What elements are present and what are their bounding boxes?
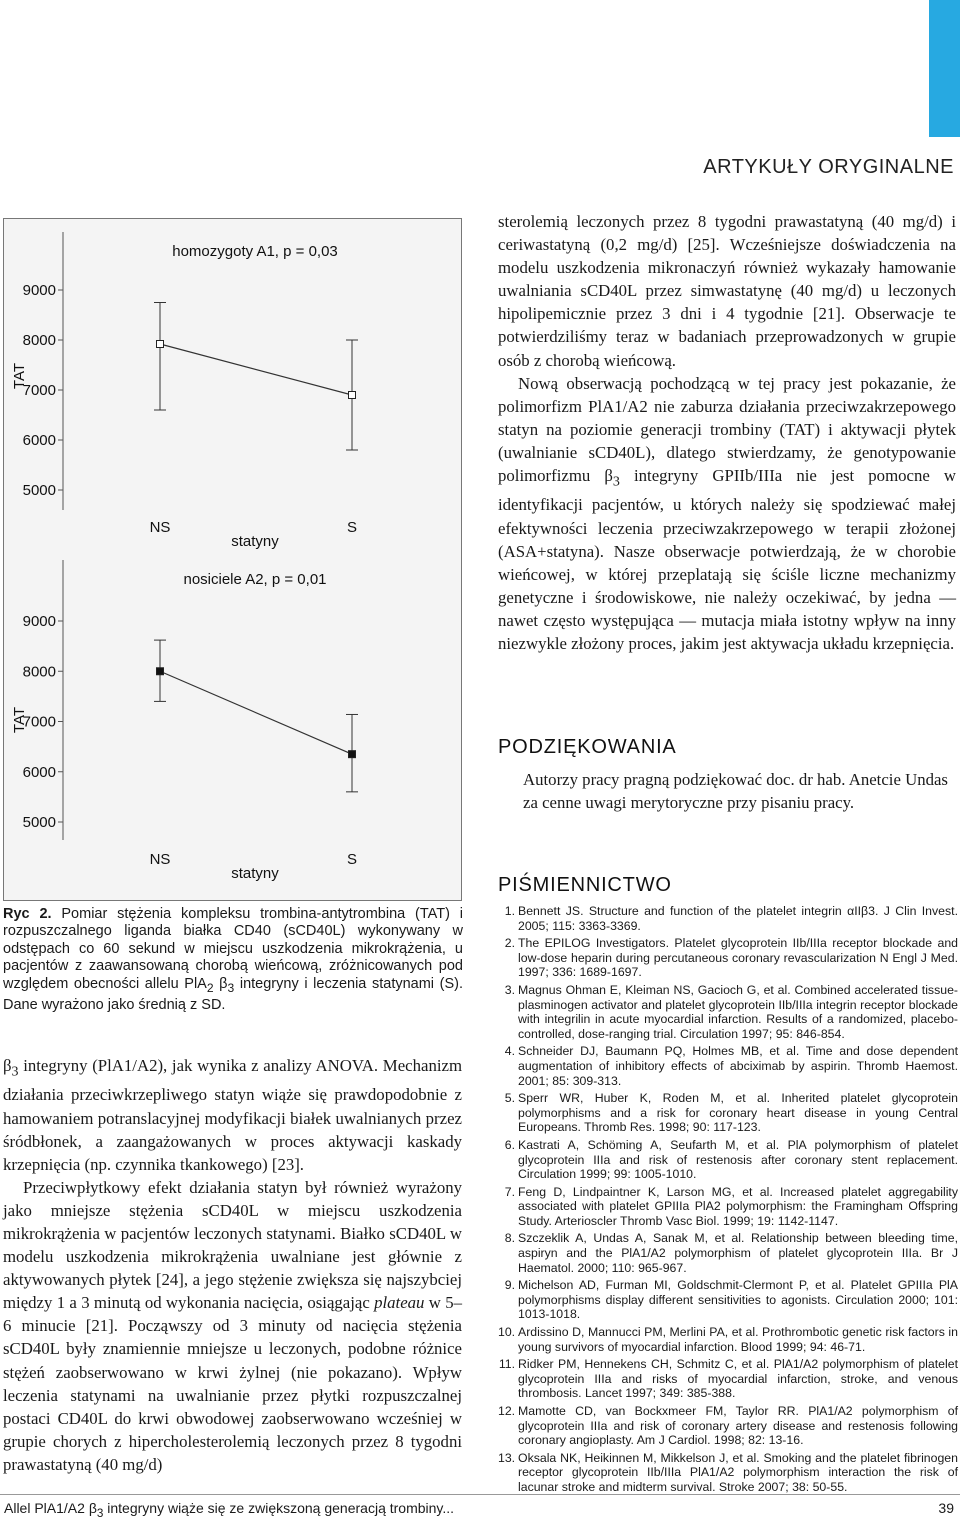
figure-caption: Ryc 2. Pomiar stężenia kompleksu trombina-antytrombina (TAT) i rozpuszczalnego liganda białka CD40 (sCD40L) wykonywany w odstępach co 60 sekund w miejscu uszkodzenia mikrokrążenia, u pacjentów z zaawansowaną chorobą wieńcową, zróżnicowanych pod względem obecności allelu PlA$_2$ $\beta_3$ integryny i leczenia statynami (S). Dane wyrażono jako średnią z SD. (3, 906, 463, 1013)
series-line (160, 344, 352, 395)
x-tick-label: S (346, 851, 358, 868)
y-tick-label: 7000 (22, 713, 56, 731)
reference-item (498, 1404, 958, 1448)
reference-item (498, 1451, 958, 1495)
section-header: ARTYKUŁY ORYGINALNE (703, 156, 954, 178)
reference-item (498, 904, 958, 933)
y-tick-label: 8000 (22, 663, 56, 681)
data-point (157, 341, 164, 348)
paragraph: sterolemią leczonych przez 8 tygodni prawastatyną (40 mg/d) i ceriwastatyną (0,2 mg/d) [25]. Wcześniejsze doświadczenia na modelu uszkodzenia mikronaczyń również wykazały hamowanie uwalniania sCD40L przez simwastatynę (40 mg/d) u leczonych hipolipemicznie przez 3 dni i 4 tygodnie [21]. Obserwacje te potwierdziliśmy teraz w badaniach przeprowadzonych w grupie osób z chorobą wieńcową. (498, 212, 956, 370)
paragraph: Nową obserwacją pochodzącą w tej pracy jest pokazanie, że polimorfizm PlA1/A2 nie zaburza działania przeciwzakrzepowego statyn na poziomie generacji trombiny (TAT) i aktywacji płytek (uwalnianie sCD40L), dlatego stwierdzamy, że genotypowanie polimorfizmu $\beta_3$ integryny GPIIb/IIIa nie jest pomocne w identyfikacji pacjentów, u których należy się spodziewać małej efektywności leczenia przeciwzakrzepowego w terapii złożonej (ASA+statyna). Nasze obserwacje potwierdzają, że w chorobie wieńcowej, w której przeplatają się ściśle liczne mechanizmy genetyczne i środowiskowe, nie należy oczekiwać, by jedna — nawet często występująca — mutacja miała istotny wpływ na inny niezwykle złożony proces, jakim jest aktywacja układu krzepnięcia. (498, 373, 956, 654)
reference-item (498, 1091, 958, 1135)
running-footer: Allel PlA1/A2 $\beta_3$ integryny wiąże się ze zwiększoną generacją trombiny... (4, 1500, 455, 1520)
reference-item (498, 1138, 958, 1182)
reference-number: 2. (504, 936, 515, 951)
y-tick-label: 7000 (22, 382, 56, 399)
reference-item (498, 1231, 958, 1275)
reference-item (498, 1185, 958, 1229)
panel-title: nosiciele A2, p = 0,01 (183, 571, 327, 588)
y-tick-label: 8000 (22, 332, 56, 349)
x-tick-label: NS (149, 851, 171, 868)
reference-text: Kastrati A, Schöming A, Seufarth M, et al. PlA polymorphism of platelet glycoprotein IIIa and risk of restenosis after coronary stent replacement. Circulation 1999; 99: 1005-1010. (518, 1137, 958, 1182)
data-point (349, 392, 356, 399)
reference-text: Michelson AD, Furman MI, Goldschmit-Clermont P, et al. Platelet GPIIIa PlA polymorphisms display different sensitivities to agonists. Circulation 2000; 101: 1013-1018. (518, 1278, 958, 1322)
reference-number: 10. (498, 1325, 516, 1340)
y-tick-label: 6000 (22, 763, 56, 781)
acknowledgements-title: PODZIĘKOWANIA (498, 736, 677, 758)
x-axis-label: statyny (231, 533, 279, 550)
reference-item (498, 936, 958, 980)
reference-text: Schneider DJ, Baumann PQ, Holmes MB, et al. Time and dose dependent augmentation of inhibitory effects of abciximab by aspirin. Thromb Haemost. 2001; 85: 309-313. (518, 1044, 958, 1088)
reference-number: 6. (504, 1137, 515, 1152)
y-tick-label: 9000 (22, 613, 56, 630)
panel-title: homozygoty A1, p = 0,03 (172, 243, 338, 260)
reference-item (498, 1325, 958, 1354)
reference-text: Szczeklik A, Undas A, Sanak M, et al. Relationship between bleeding time, aspiryn and the PlA1/A2 polymorphism of platelet glycoprotein IIIa. Br J Haematol. 2000; 110: 965-967. (518, 1231, 958, 1275)
figure (3, 218, 462, 901)
right-column-body (498, 210, 956, 655)
left-column-body (3, 1054, 462, 1476)
reference-number: 8. (504, 1231, 515, 1246)
y-tick-label: 6000 (22, 432, 56, 449)
y-tick-label: 9000 (22, 282, 56, 299)
figure-chart (4, 219, 461, 900)
reference-text: Ardissino D, Mannucci PM, Merlini PA, et al. Prothrombotic genetic risk factors in young survivors of myocardial infarction. Blood 1999; 94: 46-71. (518, 1325, 958, 1354)
references-title: PIŚMIENNICTWO (498, 874, 672, 896)
reference-number: 4. (504, 1044, 515, 1059)
accent-bar (929, 0, 960, 137)
reference-text: The EPILOG Investigators. Platelet glycoprotein IIb/IIIa receptor blockade and low-dose heparin during percutaneous coronary revascularization N Engl J Med. 1997; 336: 1689-1697. (518, 936, 958, 980)
reference-text: Feng D, Lindpaintner K, Larson MG, et al. Increased platelet aggregability associated with platelet GPIIIa PlA2 polymorphism: the Framingham Offspring Study. Arterioscler Thromb Vasc Biol. 1999; 19: 1142-1147. (518, 1184, 958, 1228)
reference-number: 13. (498, 1450, 516, 1465)
reference-text: Bennett JS. Structure and function of the platelet integrin αIIβ3. J Clin Invest. 2005; 115: 3363-3369. (518, 904, 958, 933)
reference-item (498, 1278, 958, 1322)
reference-item (498, 1357, 958, 1401)
x-axis-label: statyny (231, 865, 279, 882)
reference-number: 1. (504, 904, 515, 918)
y-tick-label: 5000 (22, 814, 56, 831)
reference-number: 3. (504, 982, 515, 997)
data-point (157, 668, 164, 675)
reference-number: 12. (498, 1404, 516, 1418)
reference-text: Magnus Ohman E, Kleiman NS, Gacioch G, et al. Combined accelerated tissue-plasminogen activator and platelet glycoprotein IIb/IIIa integrin receptor blockade with integrilin in acute myocardial infarction. Results of a randomized, placebo-controlled, dose-ranging trial. Circulation 1997; 95: 846-854. (518, 982, 958, 1041)
y-axis-label: TAT (11, 362, 28, 390)
reference-item (498, 1044, 958, 1088)
paragraph: Przeciwpłytkowy efekt działania statyn był również wyrażony jako mniejsze stężenia sCD40L w miejscu uszkodzenia mikrokrążenia w pacjentów leczonych statynami. Białko sCD40L w modelu uszkodzenia mikrokrążenia uwalniane jest głównie z aktywowanych płytek [24], a jego stężenie zwiększa się najszybciej między 1 a 3 minutą od wykonania nacięcia, osiągając plateau w 5–6 minucie [21]. Począwszy od 3 minuty od nacięcia stężenia sCD40L były znamiennie mniejsze u leczonych, podobne różnice stężeń zaobserwowano w krwi żylnej (nie pokazano). Wpływ leczenia statynami na uwalnianie przez płytki rozpuszczalnej postaci CD40L do krwi obwodowej zaobserwowano wcześniej w grupie chorych z hipercholesterolemią leczonych przez 8 tygodni prawastatyną (40 mg/d) (3, 1177, 462, 1474)
data-point (349, 751, 356, 758)
y-tick-label: 5000 (22, 482, 56, 499)
page-number: 39 (938, 1500, 954, 1516)
reference-number: 11. (498, 1357, 515, 1372)
references-list (498, 904, 958, 1498)
x-tick-label: S (346, 519, 358, 536)
y-axis-label: TAT (11, 706, 28, 734)
acknowledgements-text: Autorzy pracy pragną podziękować doc. dr hab. Anetcie Undas za cenne uwagi merytoryczne przy pisaniu pracy. (523, 770, 948, 812)
reference-number: 7. (504, 1184, 515, 1199)
paragraph: $\beta_3$ integryny (PlA1/A2), jak wynika z analizy ANOVA. Mechanizm działania przeciwkrzepliwego statyn wiąże się prawdopodobnie z hamowaniem potranslacyjnej modyfikacji białek uwalnianych przez śródbłonek, a zaangażowanych w proces aktywacji kaskady krzepnięcia (np. czynnika tkankowego) [23]. (3, 1056, 462, 1174)
reference-item (498, 983, 958, 1041)
reference-text: Mamotte CD, van Bockxmeer FM, Taylor RR. PlA1/A2 polymorphism of glycoprotein IIIa and risk of coronary artery disease and restenosis following coronary angioplasty. Am J Cardiol. 1998; 82: 13-16. (518, 1404, 958, 1448)
reference-number: 5. (504, 1091, 515, 1106)
reference-text: Sperr WR, Huber K, Roden M, et al. Inherited platelet glycoprotein polymorphisms and a risk for coronary heart disease in young Central Europeans. Thromb Res. 1998; 90: 117-123. (518, 1091, 958, 1135)
footer-divider (0, 1494, 960, 1495)
x-tick-label: NS (149, 519, 171, 536)
series-line (160, 671, 352, 754)
caption-label: Ryc 2. (3, 906, 52, 922)
reference-text: Ridker PM, Hennekens CH, Schmitz C, et al. PlA1/A2 polymorphism of platelet glycoprotein IIIa and risks of myocardial infarction, stroke, and venous thrombosis. Lancet 1997; 349: 385-388. (518, 1357, 958, 1401)
reference-text: Oksala NK, Heikinnen M, Mikkelson J, et al. Smoking and the platelet fibrinogen receptor glycoprotein IIb/IIIa PlA1/A2 polymorphism interaction the risk of lacunar stroke and midterm survival. Stroke 2007; 38: 50-55. (518, 1450, 958, 1494)
reference-number: 9. (504, 1278, 515, 1293)
